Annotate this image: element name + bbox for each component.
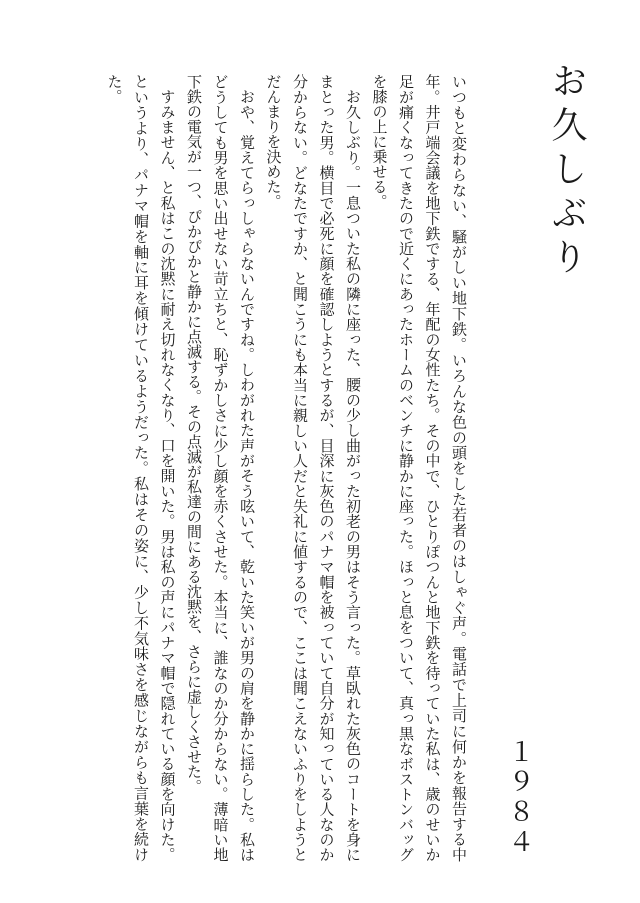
paragraph-3: おや、覚えてらっしゃらないんですね。しわがれた声がそう呟いて、乾いた笑いが男の肩を静かに揺らした。私はどうしても男を思い出せない苛立ちと、恥ずかしさに少し顔を赤くさせた。本当に、誰なのか分からない。薄暗い地下鉄の電気が一つ、ぴかぴかと静かに点滅する。その点滅が私達の間にある沈黙を、さらに虚しくさせた。 (185, 74, 256, 862)
story-title: お久しぶり (546, 62, 587, 282)
paragraph-1: いつもと変わらない、騒がしい地下鉄。いろんな色の頭をした若者のはしゃぐ声。電話で上司に何かを報告する中年。井戸端会議を地下鉄でする、年配の女性たち。その中で、ひとりぽつんと地下鉄を待っていた私は、歳のせいか足が痛くなってきたので近くにあったホームのベンチに静かに座った。ほっと息をついて、真っ黒なボストンバッグを膝の上に乗せる。 (370, 74, 468, 862)
paragraph-4: すみません、と私はこの沈黙に耐え切れなくなり、口を開いた。男は私の声にパナマ帽で隠れている顔を向けた。というより、パナマ帽を軸に耳を傾けているようだった。私はその姿に、少し不気味さを感じながらも言葉を続けた。 (105, 74, 177, 862)
story-year: １９８４ (504, 738, 534, 858)
paragraph-2: お久しぶり。一息ついた私の隣に座った、腰の少し曲がった初老の男はそう言った。草臥れた灰色のコートを身にまとった男。横目で必死に顔を確認しようとするが、目深に灰色のパナマ帽を被っていて自分が知っている人なのか分からない。どなたですか、と聞こうにも本当に親しい人だと失礼に値するので、ここは聞こえないふりをしようとだんまりを決めた。 (264, 74, 362, 862)
story-body (100, 74, 472, 862)
